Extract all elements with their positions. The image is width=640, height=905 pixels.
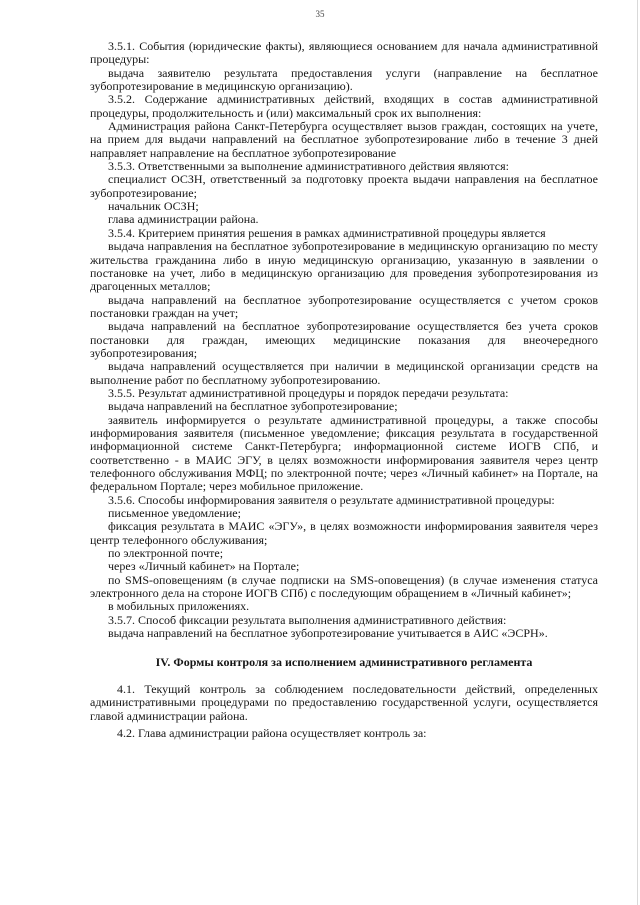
paragraph: 4.1. Текущий контроль за соблюдением последовательности действий, определенных административными процедурами по предоставлению государственной услуги, осуществляется главой администрации района. xyxy=(90,681,598,723)
paragraph: 3.5.6. Способы информирования заявителя о результате административной процедуры: xyxy=(108,492,555,507)
paragraph: специалист ОСЗН, ответственный за подготовку проекта выдачи направления на бесплатное зубопротезирование; xyxy=(90,172,598,200)
page-number: 35 xyxy=(315,9,325,19)
paragraph: фиксация результата в МАИС «ЭГУ», в целях возможности информирования заявителя через центр телефонного обслуживания; xyxy=(90,519,598,547)
paragraph: выдача направлений осуществляется при наличии в медицинской организации средств на выполнение работ по бесплатному зубопротезированию. xyxy=(90,359,598,387)
paragraph: 3.5.2. Содержание административных действий, входящих в состав административной процедуры, продолжительность и (или) максимальный срок их выполнения: xyxy=(90,92,598,120)
paragraph: письменное уведомление; xyxy=(108,506,241,521)
scan-edge xyxy=(637,0,638,905)
paragraph: выдача направления на бесплатное зубопротезирование в медицинскую организацию по месту жительства гражданина либо в иную медицинскую организацию, указанную в заявлении о постановке на учет, либо в медицинскую организацию для проведения зубопротезирования из драгоценных металлов; xyxy=(90,239,598,294)
paragraph: глава администрации района. xyxy=(108,212,259,227)
paragraph: 3.5.3. Ответственными за выполнение административного действия являются: xyxy=(108,159,509,174)
paragraph: 3.5.1. События (юридические факты), являющиеся основанием для начала административной процедуры: xyxy=(90,39,598,67)
paragraph: 3.5.7. Способ фиксации результата выполнения административного действия: xyxy=(108,612,507,627)
paragraph: выдача направлений на бесплатное зубопротезирование учитывается в АИС «ЭСРН». xyxy=(108,626,548,641)
paragraph: Администрация района Санкт-Петербурга осуществляет вызов граждан, состоящих на учете, на прием для выдачи направлений на бесплатное зубопротезирование либо в течение 3 дней направляет направление на бесплатное зубопротезирование xyxy=(90,119,598,160)
paragraph: в мобильных приложениях. xyxy=(108,599,250,614)
paragraph: начальник ОСЗН; xyxy=(108,199,199,214)
paragraph: выдача направлений на бесплатное зубопротезирование; xyxy=(108,399,398,414)
paragraph: выдача направлений на бесплатное зубопротезирование осуществляется с учетом сроков постановки граждан на учет; xyxy=(90,292,598,320)
paragraph: выдача направлений на бесплатное зубопротезирование осуществляется без учета сроков постановки для граждан, имеющих медицинские показания для внеочередного зубопротезирования; xyxy=(90,319,598,360)
paragraph: заявитель информируется о результате административной процедуры, а также способы информирования заявителя (письменное уведомление; фиксация результата в государственной информационной системе Санкт-Петербурга; информационной системе ИОГВ СПб, и соответственно - в МАИС ЭГУ, в целях возможности информирования заявителя через центр телефонного обслуживания МФЦ; по электронной почте; через «Личный кабинет» на Портале, на федеральном Портале; через мобильное приложение. xyxy=(90,412,598,494)
paragraph: по SMS-оповещениям (в случае подписки на SMS-оповещения) (в случае изменения статуса электронного дела на стороне ИОГВ СПб) с последующим обращением в «Личный кабинет»; xyxy=(90,572,598,601)
paragraph: через «Личный кабинет» на Портале; xyxy=(108,559,300,574)
paragraph: выдача заявителю результата предоставления услуги (направление на бесплатное зубопротезирование в медицинскую организацию). xyxy=(90,65,598,94)
page-body xyxy=(90,40,598,740)
paragraph: по электронной почте; xyxy=(108,546,224,561)
paragraph: 3.5.5. Результат административной процедуры и порядок передачи результата: xyxy=(108,385,509,400)
paragraph: 3.5.4. Критерием принятия решения в рамках административной процедуры является xyxy=(108,225,546,240)
paragraph: 4.2. Глава администрации района осуществляет контроль за: xyxy=(117,725,427,740)
section-heading: IV. Формы контроля за исполнением административного регламента xyxy=(155,655,533,670)
